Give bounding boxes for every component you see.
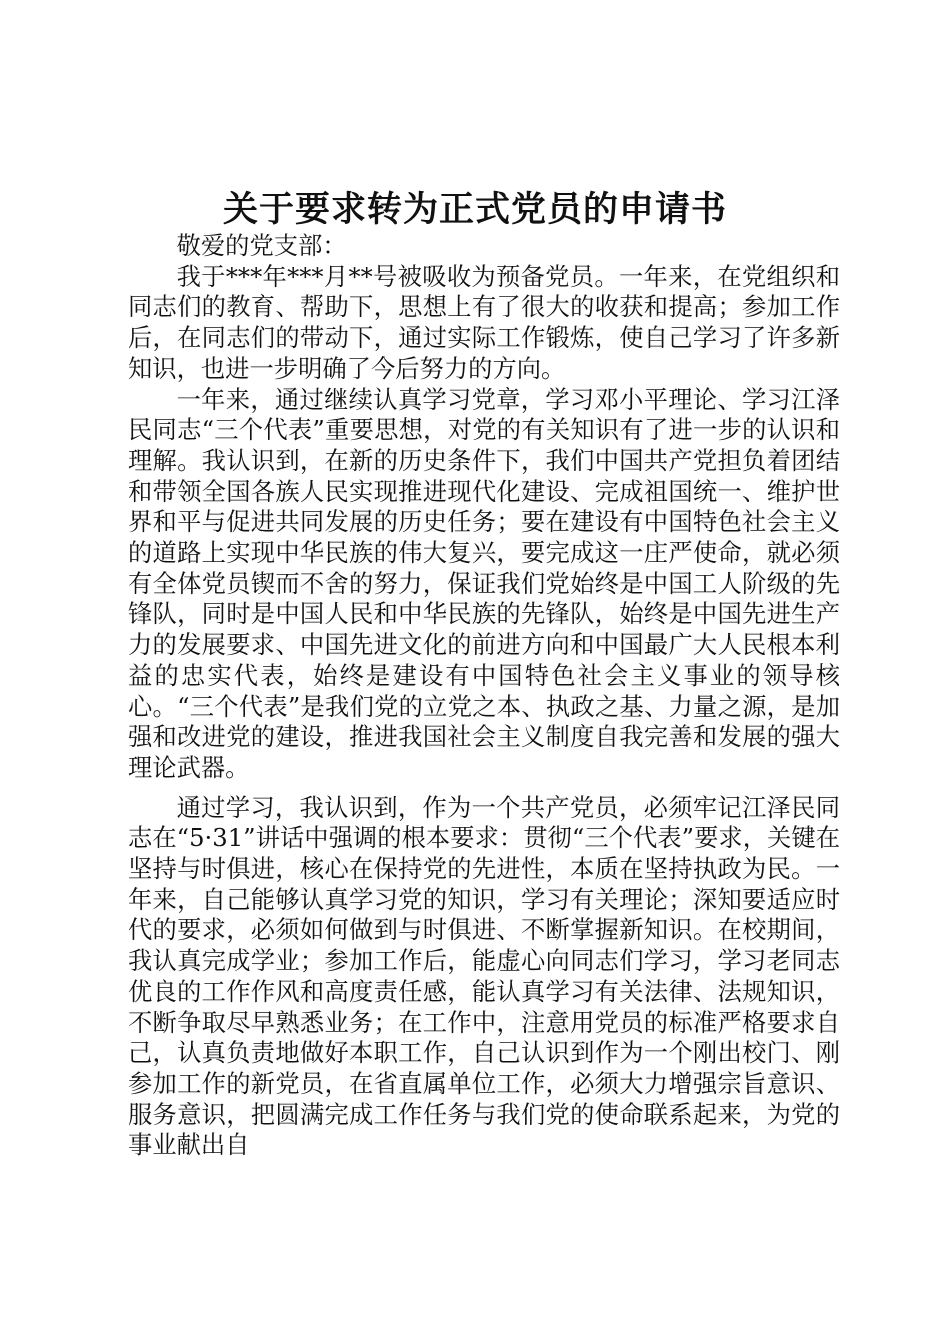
document-body bbox=[128, 231, 840, 1161]
paragraph-1: 我于***年***月**号被吸收为预备党员。一年来，在党组织和同志们的教育、帮助下，思想上有了很大的收获和提高；参加工作后，在同志们的带动下，通过实际工作锻炼，使自己学习了许多新知识，也进一步明确了今后努力的方向。 bbox=[128, 261, 840, 383]
paragraph-3: 通过学习，我认识到，作为一个共产党员，必须牢记江泽民同志在“5·31”讲话中强调的根本要求：贯彻“三个代表”要求，关键在坚持与时俱进，核心在保持党的先进性，本质在坚持执政为民。一年来，自己能够认真学习党的知识，学习有关理论；深知要适应时代的要求，必须如何做到与时俱进、不断掌握新知识。在校期间，我认真完成学业；参加工作后，能虚心向同志们学习，学习老同志优良的工作作风和高度责任感，能认真学习有关法律、法规知识，不断争取尽早熟悉业务；在工作中，注意用党员的标准严格要求自己，认真负责地做好本职工作，自己认识到作为一个刚出校门、刚参加工作的新党员，在省直属单位工作，必须大力增强宗旨意识、服务意识，把圆满完成工作任务与我们党的使命联系起来，为党的事业献出自 bbox=[128, 792, 840, 1160]
salutation: 敬爱的党支部： bbox=[176, 231, 347, 260]
paragraph-2: 一年来，通过继续认真学习党章，学习邓小平理论、学习江泽民同志“三个代表”重要思想，对党的有关知识有了进一步的认识和理解。我认识到，在新的历史条件下，我们中国共产党担负着团结和带领全国各族人民实现推进现代化建设、完成祖国统一、维护世界和平与促进共同发展的历史任务；要在建设有中国特色社会主义的道路上实现中华民族的伟大复兴，要完成这一庄严使命，就必须有全体党员锲而不舍的努力，保证我们党始终是中国工人阶级的先锋队，同时是中国人民和中华民族的先锋队，始终是中国先进生产力的发展要求、中国先进文化的前进方向和中国最广大人民根本利益的忠实代表，始终是建设有中国特色社会主义事业的领导核心。“三个代表”是我们党的立党之本、执政之基、力量之源，是加强和改进党的建设，推进我国社会主义制度自我完善和发展的强大理论武器。 bbox=[128, 384, 840, 782]
document-title: 关于要求转为正式党员的申请书 bbox=[222, 190, 727, 230]
